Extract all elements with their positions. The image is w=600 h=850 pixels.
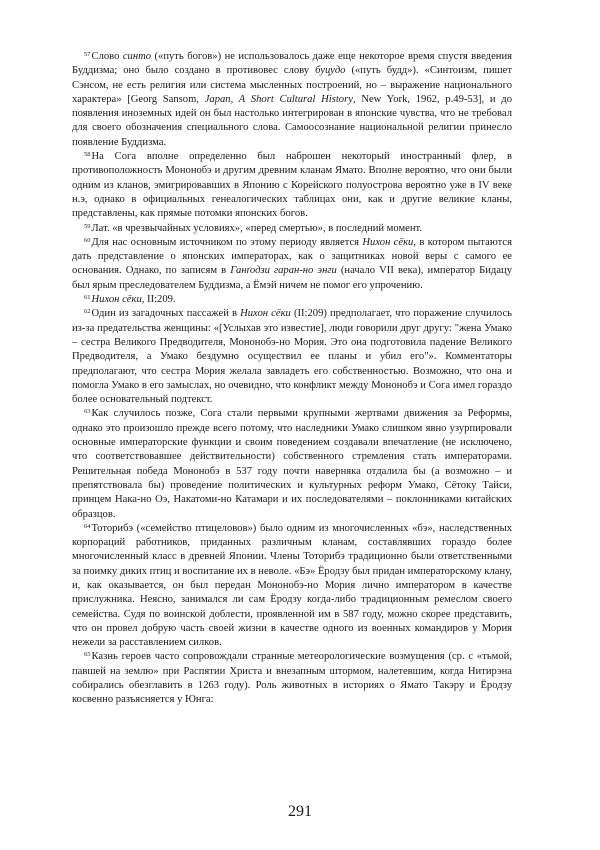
footnote-text: Лат. «в чрезвычайных условиях», «перед смертью», в последний момент. [91,222,423,234]
footnote-text: («путь богов») не использовалось даже еще некоторое время спустя введения Буддизма; оно было создано в противовес слову [72,51,512,77]
footnote-text: («путь будд»). «Синтоизм, пишет Сэнсом, не есть религия или система мысленных построений, но – выражение национального характера» [Georg Sansom, [72,65,512,105]
footnote-number: 58 [84,151,91,159]
footnote-text: Казнь героев часто сопровождали странные метеорологические возмущения (ср. с «тьмой, павшей на землю» при Распятии Христа и внезапным штормом, налетевшим, когда Нитирэна собирались обезглавить в 1263 году). Роль животных в историях о Ямато Такэру и Ёродзу косвенно разъясняется у Юнга: [72,651,512,706]
footnote-text: (II:209) предполагает, что поражение случилось из-за предательства женщины: «[Услыхав это известие], люди говорили друг другу: "жена Умако – сестра Великого Предводителя, Мононобэ-но Мория. Это она подготовила падение Великого Предводителя, а Умако бездумно осуществил ее планы и убил его"». Комментаторы предполагают, что сестра Мория желала завладеть его собственностью. Возможно, что она и помогла Умако в его замыслах, но очевидно, что конфликт между Мононобэ и Сога имел гораздо более основательный подтекст. [72,308,512,406]
footnote-58 [72,150,512,221]
footnote-text: На Сога вполне определенно был наброшен некоторый иностранный флер, в противоположность Мононобэ и другим древним кланам Ямато. Вполне вероятно, что они были одним из кланов, эмигрировавших в Японию с Корейского полуострова вероятно уже в IV веке н.э, однако в официальных генеалогических таблицах они, как и другие великие кланы, представлены, как прямые потомки японских богов. [72,151,512,220]
italic-term: Ганґодзи гаран-но энги [230,265,337,277]
italic-term: Нихон сёки [91,294,142,306]
footnote-number: 64 [84,522,91,530]
footnote-60 [72,236,512,293]
footnote-text: Как случилось позже, Сога стали первыми крупными жертвами движения за Реформы, однако это произошло прежде всего потому, что наследники Умако слишком явно узурпировали основные императорские функции и своим поведением создавали впечатление (не исключено, что соответствовавшее действительности) собственного стремления стать императорами. Решительная победа Мононобэ в 537 году почти наверняка отдалила бы (а возможно – и препятствовала бы) проведение политических и культурных реформ Умако, Сётоку Тайси, принцем Нака-но Оэ, Накатоми-но Катамари и их последователями – поклонниками китайских образцов. [72,408,512,520]
italic-term: Нихон сёки [240,308,291,320]
footnote-text: , New York, 1962, p.49-53], и до появления иноземных идей он был настолько интегрирован в японские чувства, что не требовал для своего обозначения специального слова. Самоосознание национальной религии принесло появление Буддизма. [72,93,512,148]
footnote-number: 61 [84,294,91,302]
footnote-57 [72,50,512,150]
footnote-number: 65 [84,651,91,659]
footnote-text: Один из загадочных пассажей в [91,308,241,320]
footnote-number: 62 [84,308,91,316]
footnote-59 [72,222,512,236]
footnote-number: 60 [84,236,91,244]
footnote-64 [72,522,512,651]
footnote-number: 59 [84,222,91,230]
footnote-text: Тоторибэ («семейство птицеловов») было одним из многочисленных «бэ», наследственных корпораций работников, приданных различным кланам, составлявших гораздо более многочисленный класс в древней Японии. Члены Тоторибэ традиционно были ответственными за поимку диких птиц и воспитание их в неволе. «Бэ» Ёродзу был придан императорскому клану, и, как оказывается, он был передан Мононобэ-но Мория лично императором в качестве прислужника. Неясно, занимался ли сам Ёродзу когда-либо традиционным ремеслом своего семейства. Судя по воинской доблести, проявленной им в 587 году, можно скорее представить, что он провел добрую часть своей жизни в качестве одного из военных командиров у Мория нежели за расставлением силков. [72,522,512,649]
footnote-text: , в котором пытаются дать представление о японских императорах, как о защитниках новой веры с самого ее основания. Однако, по записям в [72,236,512,277]
italic-term: синто [122,51,152,62]
footnote-text: Слово [91,51,123,62]
footnote-63 [72,407,512,521]
footnotes-block [72,50,512,708]
italic-term: Нихон сёки [362,236,414,248]
footnote-text: (начало VII века), император Бидацу был ярым преследователем Буддизма, а Ёмэй ничем не помог его упрочению. [72,265,512,291]
footnote-61 [72,293,512,307]
italic-term: Japan, A Short Cultural History [204,93,353,105]
page-number: 291 [288,803,312,820]
italic-term: буцудо [315,65,346,77]
footnote-text: , II:209. [141,294,176,306]
footnote-number: 57 [84,51,91,58]
footnote-65 [72,650,512,707]
footnote-number: 63 [84,408,91,416]
footnote-text: Для нас основным источником по этому периоду является [91,236,363,248]
footnote-62 [72,307,512,407]
